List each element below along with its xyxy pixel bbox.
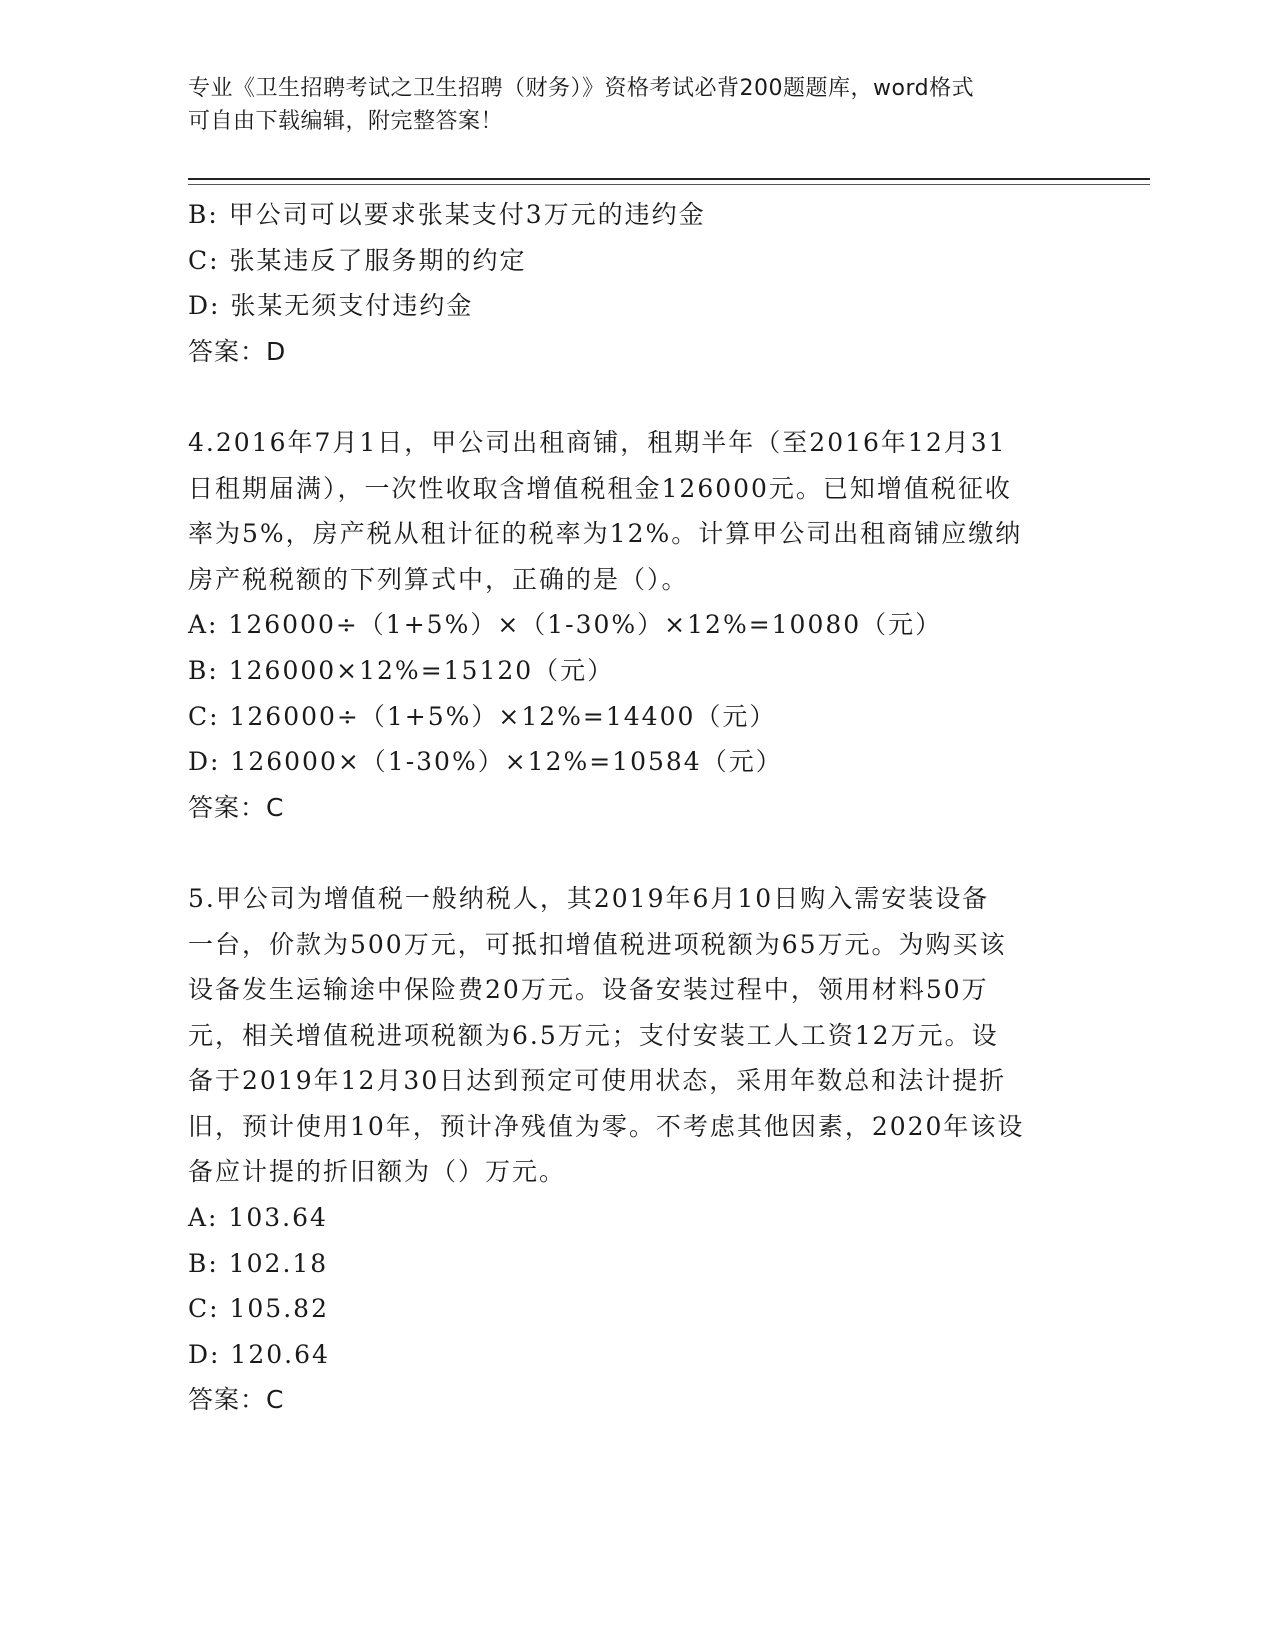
question-stem-line: 备应计提的折旧额为（）万元。: [188, 1157, 567, 1187]
question-stem-line: 备于2019年12月30日达到预定可使用状态，采用年数总和法计提折: [188, 1066, 1007, 1096]
option-b: B: 102.18: [188, 1248, 329, 1278]
option-d: D: 126000×（1-30%）×12%=10584（元）: [188, 747, 783, 777]
question-stem-line: 房产税税额的下列算式中，正确的是（）。: [188, 564, 689, 594]
header-line-1: 专业《卫生招聘考试之卫生招聘（财务）》资格考试必背200题题库，word格式: [188, 76, 975, 101]
document-body: [188, 192, 1088, 1423]
header-divider-thin: [188, 184, 1150, 185]
question-stem-line: 元，相关增值税进项税额为6.5万元；支付安装工人工资12万元。设: [188, 1020, 999, 1050]
option-c: C: 105.82: [188, 1294, 329, 1324]
spacer: [188, 374, 1088, 420]
answer-line: 答案：D: [188, 336, 287, 366]
question-5: [188, 876, 1088, 1423]
option-b: B: 甲公司可以要求张某支付3万元的违约金: [188, 200, 706, 229]
question-stem-line: 设备发生运输途中保险费20万元。设备安装过程中，领用材料50万: [188, 975, 989, 1005]
question-3-continued: [188, 192, 1088, 374]
document-header: [188, 72, 1088, 138]
question-stem-line: 4.2016年7月1日，甲公司出租商铺，租期半年（至2016年12月31: [188, 427, 1007, 457]
option-a: A: 103.64: [188, 1203, 328, 1233]
spacer: [188, 830, 1088, 876]
header-divider-thick: [188, 178, 1150, 180]
option-d: D: 120.64: [188, 1339, 330, 1369]
question-4: [188, 420, 1088, 830]
option-b: B: 126000×12%=15120（元）: [188, 655, 615, 685]
option-c: C: 张某违反了服务期的约定: [188, 245, 527, 275]
question-stem-line: 旧，预计使用10年，预计净残值为零。不考虑其他因素，2020年该设: [188, 1111, 1025, 1141]
question-stem-line: 5.甲公司为增值税一般纳税人，其2019年6月10日购入需安装设备: [188, 883, 990, 913]
question-stem-line: 日租期届满），一次性收取含增值税租金126000元。已知增值税征收: [188, 473, 1012, 503]
option-a: A: 126000÷（1+5%）×（1-30%）×12%=10080（元）: [188, 610, 943, 640]
option-c: C: 126000÷（1+5%）×12%=14400（元）: [188, 701, 777, 731]
answer-line: 答案：C: [188, 792, 285, 822]
answer-line: 答案：C: [188, 1385, 285, 1415]
question-stem-line: 率为5%，房产税从租计征的税率为12%。计算甲公司出租商铺应缴纳: [188, 519, 1023, 549]
option-d: D: 张某无须支付违约金: [188, 291, 474, 321]
question-stem-line: 一台，价款为500万元，可抵扣增值税进项税额为65万元。为购买该: [188, 929, 1007, 959]
header-line-2: 可自由下载编辑，附完整答案！: [188, 109, 504, 134]
